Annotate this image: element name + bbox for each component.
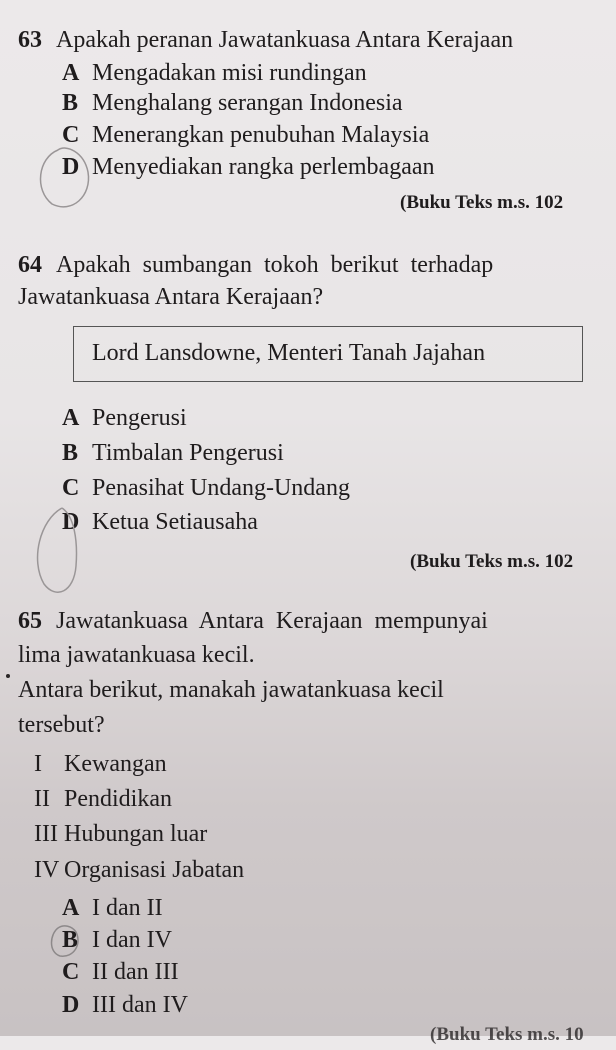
option-letter: A <box>62 60 80 86</box>
option-text: I dan II <box>92 895 163 921</box>
option-text: Ketua Setiausaha <box>92 509 258 535</box>
question-stem-line: lima jawatankuasa kecil. <box>18 642 255 668</box>
question-stem-line: Jawatankuasa Antara Kerajaan? <box>18 284 324 310</box>
item-text: Organisasi Jabatan <box>64 857 245 883</box>
textbook-reference: (Buku Teks m.s. 102 <box>400 192 564 213</box>
roman-numeral: I <box>34 751 42 777</box>
option-letter: A <box>62 895 80 921</box>
question-number: 63 <box>18 27 42 53</box>
option-letter: D <box>62 154 80 180</box>
option-text: Menghalang serangan Indonesia <box>92 90 403 116</box>
statement-text: Lord Lansdowne, Menteri Tanah Jajahan <box>92 340 486 366</box>
option-text: I dan IV <box>92 927 172 953</box>
option-letter: B <box>62 90 79 116</box>
question-number: 64 <box>18 252 42 278</box>
option-letter: D <box>62 992 80 1018</box>
question-stem: Apakah peranan Jawatankuasa Antara Kerajaan <box>56 27 514 53</box>
option-text: Pengerusi <box>92 405 187 431</box>
item-text: Hubungan luar <box>64 821 208 847</box>
question-stem: Jawatankuasa Antara Kerajaan mempunyai <box>56 608 488 634</box>
item-text: Pendidikan <box>64 786 172 812</box>
option-text: Menerangkan penubuhan Malaysia <box>92 122 430 148</box>
option-text: Penasihat Undang-Undang <box>92 475 350 501</box>
question-stem-line: Antara berikut, manakah jawatankuasa kecil <box>18 677 444 703</box>
option-text: Mengadakan misi rundingan <box>92 60 367 86</box>
question-number: 65 <box>18 608 42 634</box>
option-text: Timbalan Pengerusi <box>92 440 284 466</box>
option-letter: C <box>62 475 80 501</box>
roman-numeral: IV <box>34 857 60 883</box>
roman-numeral: II <box>34 786 50 812</box>
roman-numeral: III <box>34 821 58 847</box>
answer-circle-mark <box>41 148 89 207</box>
option-letter: D <box>62 509 80 535</box>
option-text: Menyediakan rangka perlembagaan <box>92 154 435 180</box>
textbook-reference: (Buku Teks m.s. 102 <box>410 551 574 572</box>
option-letter: B <box>62 440 79 466</box>
option-letter: A <box>62 405 80 431</box>
option-letter: C <box>62 122 80 148</box>
option-text: III dan IV <box>92 992 188 1018</box>
option-letter: B <box>62 927 79 953</box>
pencil-dot <box>6 674 10 678</box>
answer-circle-mark <box>52 926 79 956</box>
answer-circle-mark <box>38 508 77 592</box>
question-stem: Apakah sumbangan tokoh berikut terhadap <box>56 252 494 278</box>
option-text: II dan III <box>92 959 179 985</box>
question-stem-line: tersebut? <box>18 712 105 738</box>
item-text: Kewangan <box>64 751 167 777</box>
textbook-reference: (Buku Teks m.s. 10 <box>430 1024 584 1045</box>
option-letter: C <box>62 959 80 985</box>
